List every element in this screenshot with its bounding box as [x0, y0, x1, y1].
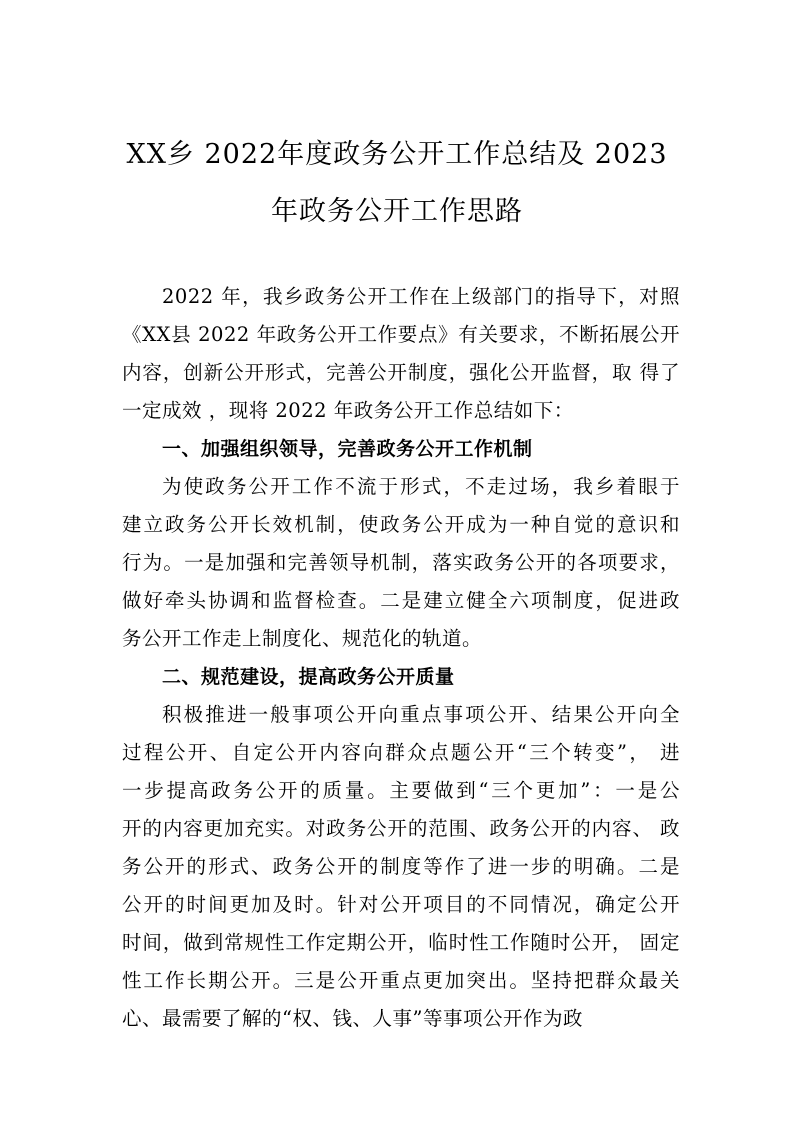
section-2-line: 一步提高政务公开的质量。主要做到“三个更加”：一是公 [122, 779, 680, 802]
document-body [122, 278, 680, 1038]
section-1-heading: 一、加强组织领导，完善政务公开工作机制 [162, 438, 533, 460]
section-2-line: 公开的时间更加及时。针对公开项目的不同情况，确定公开 [122, 893, 680, 916]
section-2-line: 开的内容更加充实。对政务公开的范围、政务公开的内容、 政 [122, 817, 680, 840]
section-1-line: 做好牵头协调和监督检查。二是建立健全六项制度，促进政 [122, 589, 680, 612]
section-2-line: 性工作长期公开。三是公开重点更加突出。坚持把群众最关 [122, 969, 680, 992]
intro-line: 《XX县 2022 年政务公开工作要点》有关要求，不断拓展公开 [122, 323, 680, 346]
section-2-line: 心、最需要了解的“权、钱、人事”等事项公开作为政 [122, 1007, 583, 1030]
intro-line: 内容，创新公开形式，完善公开制度，强化公开监督，取 得了 [122, 361, 680, 384]
section-1-line: 行为。一是加强和完善领导机制，落实政务公开的各项要求， [122, 551, 680, 574]
section-2-line: 过程公开、自定公开内容向群众点题公开“三个转变”， 进 [122, 741, 680, 764]
intro-line: 2022 年，我乡政务公开工作在上级部门的指导下，对照 [162, 285, 680, 308]
section-2-heading: 二、规范建设，提高政务公开质量 [162, 666, 455, 688]
document-title-line-1: XX乡 2022年度政务公开工作总结及 2023 [126, 139, 668, 170]
document-title-line-2: 年政务公开工作思路 [271, 196, 523, 227]
section-2-line: 积极推进一般事项公开向重点事项公开、结果公开向全 [162, 703, 680, 726]
intro-line: 一定成效 ，现将 2022 年政务公开工作总结如下： [122, 399, 574, 422]
section-1-line: 务公开工作走上制度化、规范化的轨道。 [122, 627, 483, 650]
section-2-line: 时间，做到常规性工作定期公开，临时性工作随时公开， 固定 [122, 931, 680, 954]
section-1-line: 建立政务公开长效机制，使政务公开成为一种自觉的意识和 [122, 513, 680, 536]
section-2-line: 务公开的形式、政务公开的制度等作了进一步的明确。二是 [122, 855, 680, 878]
section-1-line: 为使政务公开工作不流于形式，不走过场，我乡着眼于 [162, 475, 680, 498]
